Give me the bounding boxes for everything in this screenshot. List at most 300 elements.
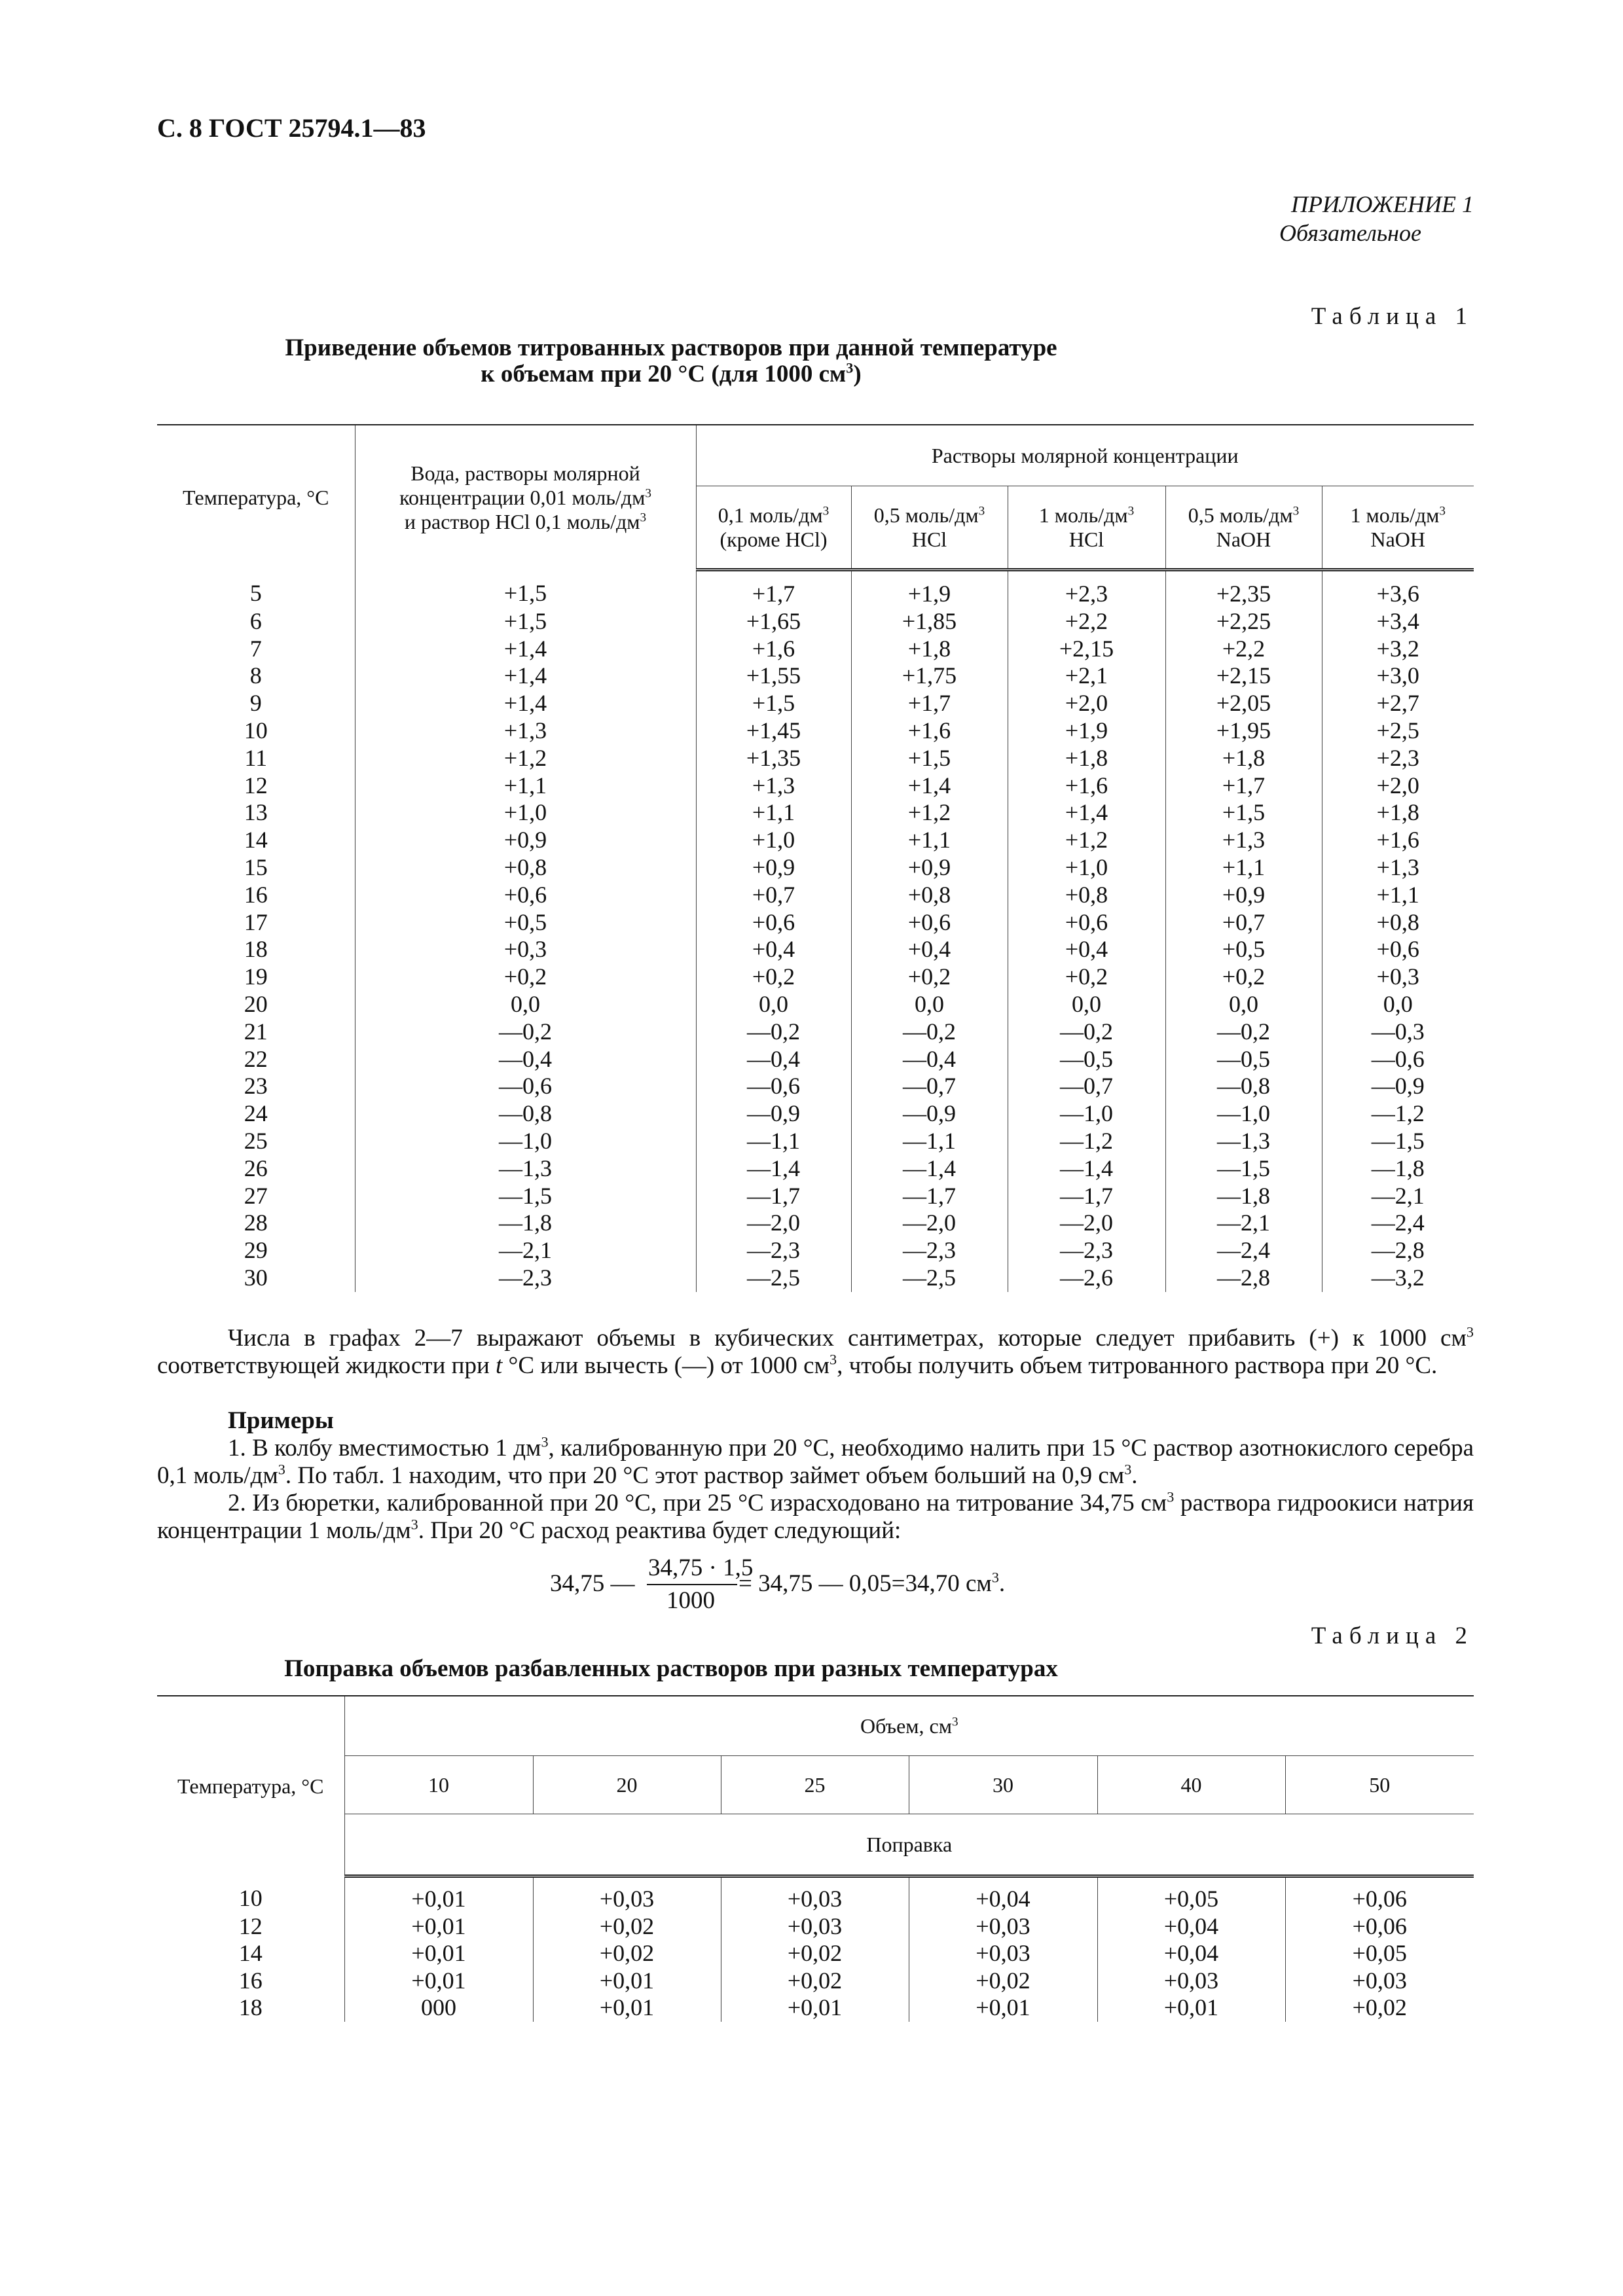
cell-value: +1,3 <box>1322 854 1474 882</box>
cell-value: +1,65 <box>696 608 851 636</box>
superscript: 3 <box>640 511 647 525</box>
cell-value: +0,03 <box>909 1940 1097 1967</box>
col-header-volume-5: 40 <box>1097 1756 1285 1814</box>
cell-value: +2,15 <box>1165 662 1322 690</box>
note-paragraph <box>157 1325 1474 1380</box>
cell-value: +2,3 <box>1008 570 1165 608</box>
table-row <box>157 963 1474 991</box>
table1-title-line1: Приведение объемов титрованных растворов при данной температуре <box>285 334 1057 361</box>
superscript: 3 <box>1292 503 1300 518</box>
cell-value: —0,7 <box>1008 1073 1165 1100</box>
cell-value: +1,1 <box>1322 882 1474 909</box>
cell-value: +3,2 <box>1322 636 1474 663</box>
superscript: 3 <box>822 503 830 518</box>
cell-temperature: 28 <box>244 1210 268 1236</box>
cell-value: —0,4 <box>355 1046 696 1073</box>
cell-temperature: 16 <box>238 1967 263 1994</box>
text: 2. Из бюретки, калиброванной при 20 °С, при 25 °С израсходовано на титрование 34,75 см <box>228 1490 1167 1516</box>
page-header: С. 8 ГОСТ 25794.1—83 <box>157 113 426 143</box>
cell-value: +1,45 <box>696 717 851 745</box>
cell-value: —1,1 <box>696 1128 851 1155</box>
cell-value: +1,4 <box>355 690 696 717</box>
cell-value: +1,8 <box>851 636 1008 663</box>
superscript: 3 <box>1124 1461 1132 1478</box>
appendix-title: ПРИЛОЖЕНИЕ 1 <box>1291 191 1474 217</box>
text: соответствующей жидкости при <box>157 1352 496 1379</box>
text: . По табл. 1 находим, что при 20 °С этот раствор займет объем больший на 0,9 см <box>285 1462 1125 1489</box>
table2-label: Таблица 2 <box>1311 1623 1474 1649</box>
cell-temperature: 16 <box>244 881 268 908</box>
cell-temperature: 9 <box>249 690 262 717</box>
cell-value: —0,6 <box>696 1073 851 1100</box>
cell-temperature: 12 <box>244 772 268 798</box>
cell-value: +1,5 <box>355 570 696 608</box>
cell-value: +0,4 <box>851 936 1008 963</box>
cell-temperature: 30 <box>244 1264 268 1291</box>
table1-title-text: ) <box>853 361 862 387</box>
cell-value: +0,01 <box>344 1913 533 1941</box>
cell-value: +0,02 <box>533 1940 721 1967</box>
table-row <box>157 1265 1474 1292</box>
cell-value: 0,0 <box>355 991 696 1018</box>
cell-value: +1,5 <box>696 690 851 717</box>
cell-value: —1,3 <box>355 1155 696 1183</box>
cell-value: +1,7 <box>1165 772 1322 800</box>
cell-value: +1,6 <box>1008 772 1165 800</box>
cell-value: —1,8 <box>355 1210 696 1237</box>
cell-value: +3,0 <box>1322 662 1474 690</box>
cell-value: +0,2 <box>851 963 1008 991</box>
example-1 <box>157 1435 1474 1490</box>
cell-value: +2,7 <box>1322 690 1474 717</box>
cell-temperature: 21 <box>244 1018 268 1045</box>
cell-value: +0,01 <box>533 1994 721 2022</box>
cell-value: +1,4 <box>355 636 696 663</box>
cell-value: —0,2 <box>696 1018 851 1046</box>
cell-value: +0,03 <box>721 1876 909 1913</box>
col-header-volume-2: 20 <box>533 1756 721 1814</box>
cell-value: +0,03 <box>1097 1967 1285 1995</box>
cell-value: —2,5 <box>696 1265 851 1292</box>
cell-value: 0,0 <box>851 991 1008 1018</box>
cell-value: +1,95 <box>1165 717 1322 745</box>
cell-value: +0,06 <box>1285 1913 1474 1941</box>
cell-value: —0,4 <box>696 1046 851 1073</box>
cell-value: +0,3 <box>355 936 696 963</box>
cell-value: —0,6 <box>355 1073 696 1100</box>
cell-value: +2,05 <box>1165 690 1322 717</box>
cell-value: +1,3 <box>696 772 851 800</box>
cell-value: +0,5 <box>1165 936 1322 963</box>
cell-value: +0,8 <box>355 854 696 882</box>
cell-temperature: 29 <box>244 1237 268 1264</box>
col-group-volume <box>344 1696 1474 1756</box>
superscript: 3 <box>1439 503 1446 518</box>
cell-value: +1,2 <box>355 745 696 772</box>
cell-value: —1,8 <box>1322 1155 1474 1183</box>
superscript: 3 <box>978 503 985 518</box>
cell-value: 0,0 <box>1165 991 1322 1018</box>
cell-value: +0,9 <box>851 854 1008 882</box>
header-text: 1 моль/дм <box>1038 503 1128 527</box>
cell-temperature: 23 <box>244 1073 268 1100</box>
table-row <box>157 1876 1474 1913</box>
header-text: 0,5 моль/дм <box>1188 503 1293 527</box>
cell-value: +1,8 <box>1165 745 1322 772</box>
text: 1. В колбу вместимостью 1 дм <box>228 1435 541 1462</box>
text: = 34,75 — 0,05=34,70 см <box>739 1570 992 1597</box>
cell-value: +0,02 <box>721 1940 909 1967</box>
text: . При 20 °С расход реактива будет следующий: <box>418 1517 902 1544</box>
cell-value: —1,0 <box>355 1128 696 1155</box>
cell-value: +0,2 <box>355 963 696 991</box>
table-row <box>157 717 1474 745</box>
text: . <box>1131 1462 1138 1489</box>
cell-value: +1,3 <box>355 717 696 745</box>
superscript: 3 <box>1167 1488 1175 1505</box>
cell-value: +2,5 <box>1322 717 1474 745</box>
cell-value: +1,4 <box>1008 799 1165 827</box>
cell-temperature: 14 <box>244 827 268 853</box>
cell-value: —0,9 <box>1322 1073 1474 1100</box>
cell-value: +1,0 <box>1008 854 1165 882</box>
table-row <box>157 1994 1474 2022</box>
formula-denominator: 1000 <box>666 1587 715 1614</box>
cell-value: +0,3 <box>1322 963 1474 991</box>
formula-lhs: 34,75 — <box>550 1570 635 1597</box>
fraction-bar <box>647 1584 737 1585</box>
cell-temperature: 18 <box>244 936 268 963</box>
cell-temperature: 26 <box>244 1155 268 1181</box>
cell-value: +1,4 <box>851 772 1008 800</box>
table1-title <box>157 335 1185 387</box>
cell-value: —2,3 <box>355 1265 696 1292</box>
cell-value: —1,5 <box>355 1183 696 1210</box>
header-line <box>356 510 696 534</box>
table-row <box>157 662 1474 690</box>
superscript: 3 <box>830 1351 837 1368</box>
cell-value: +1,75 <box>851 662 1008 690</box>
cell-value: +0,6 <box>851 909 1008 937</box>
cell-value: —0,2 <box>1165 1018 1322 1046</box>
cell-temperature: 5 <box>249 579 262 606</box>
table-row <box>157 1940 1474 1967</box>
header-line: NaOH <box>1370 527 1426 551</box>
header-line: HCl <box>1068 527 1104 551</box>
cell-value: —2,5 <box>851 1265 1008 1292</box>
table-row <box>157 1967 1474 1995</box>
cell-value: —1,4 <box>696 1155 851 1183</box>
table-row <box>157 991 1474 1018</box>
cell-temperature: 22 <box>244 1045 268 1072</box>
cell-value: +1,7 <box>851 690 1008 717</box>
header-line <box>356 486 696 510</box>
table-row <box>157 1128 1474 1155</box>
cell-value: +1,5 <box>851 745 1008 772</box>
cell-value: —0,3 <box>1322 1018 1474 1046</box>
cell-temperature: 19 <box>244 963 268 990</box>
cell-value: +0,02 <box>909 1967 1097 1995</box>
header-text: 1 моль/дм <box>1350 503 1440 527</box>
header-text: и раствор HCl 0,1 моль/дм <box>404 509 640 533</box>
cell-temperature: 27 <box>244 1182 268 1209</box>
cell-value: —1,1 <box>851 1128 1008 1155</box>
cell-value: 0,0 <box>1008 991 1165 1018</box>
cell-value: +2,1 <box>1008 662 1165 690</box>
cell-value: —0,2 <box>1008 1018 1165 1046</box>
cell-value: +2,3 <box>1322 745 1474 772</box>
cell-value: +0,2 <box>1165 963 1322 991</box>
header-line <box>1322 503 1474 528</box>
cell-value: —0,6 <box>1322 1046 1474 1073</box>
cell-temperature: 25 <box>244 1127 268 1154</box>
cell-temperature: 11 <box>244 744 268 771</box>
header-line <box>697 503 851 528</box>
header-text: 0,1 моль/дм <box>718 503 823 527</box>
text: , чтобы получить объем титрованного раствора при 20 °С. <box>837 1352 1438 1379</box>
table-row <box>157 1018 1474 1046</box>
cell-value: +0,6 <box>1322 936 1474 963</box>
cell-value: —1,5 <box>1165 1155 1322 1183</box>
variable: t <box>496 1352 503 1379</box>
cell-temperature: 10 <box>238 1884 263 1911</box>
cell-temperature: 17 <box>244 908 268 935</box>
cell-value: —1,3 <box>1165 1128 1322 1155</box>
cell-value: +0,05 <box>1285 1940 1474 1967</box>
text: . <box>998 1570 1006 1597</box>
cell-value: —1,8 <box>1165 1183 1322 1210</box>
cell-value: —2,6 <box>1008 1265 1165 1292</box>
table-row <box>157 636 1474 663</box>
cell-temperature: 15 <box>244 853 268 880</box>
cell-value: —0,8 <box>355 1100 696 1128</box>
cell-value: +0,8 <box>1322 909 1474 937</box>
cell-value: +0,02 <box>533 1913 721 1941</box>
col-header-sub-5 <box>1322 486 1474 570</box>
table-row <box>157 772 1474 800</box>
cell-value: +2,35 <box>1165 570 1322 608</box>
table1 <box>157 424 1474 1292</box>
col-header-sub-1 <box>696 486 851 570</box>
col-header-sub-4 <box>1165 486 1322 570</box>
cell-value: +1,2 <box>1008 827 1165 854</box>
cell-value: +0,04 <box>909 1876 1097 1913</box>
cell-temperature: 14 <box>238 1940 263 1967</box>
header-text: 0,5 моль/дм <box>873 503 979 527</box>
cell-value: —1,0 <box>1165 1100 1322 1128</box>
cell-value: —0,9 <box>851 1100 1008 1128</box>
cell-value: +1,1 <box>355 772 696 800</box>
cell-value: —2,0 <box>1008 1210 1165 1237</box>
cell-value: +2,15 <box>1008 636 1165 663</box>
table-row <box>157 827 1474 854</box>
cell-value: —2,8 <box>1322 1237 1474 1265</box>
text: Числа в графах 2—7 выражают объемы в кубических сантиметрах, которые следует прибавить (+) к 1000 см <box>228 1325 1467 1352</box>
cell-value: —0,5 <box>1165 1046 1322 1073</box>
table-row <box>157 1073 1474 1100</box>
col-group-header: Растворы молярной концентрации <box>696 425 1474 486</box>
cell-value: +0,05 <box>1097 1876 1285 1913</box>
cell-value: —2,8 <box>1165 1265 1322 1292</box>
cell-value: +0,01 <box>344 1967 533 1995</box>
cell-value: +0,06 <box>1285 1876 1474 1913</box>
table-row <box>157 909 1474 937</box>
cell-value: +0,03 <box>721 1913 909 1941</box>
cell-value: —1,4 <box>851 1155 1008 1183</box>
cell-value: +0,9 <box>1165 882 1322 909</box>
cell-value: 000 <box>344 1994 533 2022</box>
cell-temperature: 24 <box>244 1100 268 1127</box>
cell-value: —1,4 <box>1008 1155 1165 1183</box>
cell-value: +1,35 <box>696 745 851 772</box>
cell-value: 0,0 <box>696 991 851 1018</box>
table-row <box>157 936 1474 963</box>
cell-value: +0,03 <box>909 1913 1097 1941</box>
cell-value: +0,2 <box>696 963 851 991</box>
cell-value: +0,6 <box>696 909 851 937</box>
table1-label: Таблица 1 <box>1311 303 1474 330</box>
table2 <box>157 1695 1474 2022</box>
superscript: 3 <box>1127 503 1135 518</box>
cell-value: +0,9 <box>355 827 696 854</box>
col-header-volume-1: 10 <box>344 1756 533 1814</box>
cell-temperature: 8 <box>249 662 262 689</box>
cell-value: —0,8 <box>1165 1073 1322 1100</box>
table-row <box>157 690 1474 717</box>
cell-value: —0,2 <box>851 1018 1008 1046</box>
cell-value: —0,2 <box>355 1018 696 1046</box>
cell-value: +0,01 <box>344 1940 533 1967</box>
cell-value: +2,2 <box>1008 608 1165 636</box>
header-line <box>1166 503 1322 528</box>
cell-value: +0,01 <box>721 1994 909 2022</box>
cell-value: —3,2 <box>1322 1265 1474 1292</box>
cell-value: +0,03 <box>533 1876 721 1913</box>
cell-value: —2,3 <box>1008 1237 1165 1265</box>
table-row <box>157 882 1474 909</box>
cell-value: 0,0 <box>1322 991 1474 1018</box>
header-text: концентрации 0,01 моль/дм <box>399 485 646 509</box>
superscript: 3 <box>991 1569 999 1586</box>
superscript: 3 <box>1466 1323 1474 1340</box>
examples-heading: Примеры <box>228 1407 334 1434</box>
col-header-temperature: Температура, °С <box>157 1696 344 1876</box>
col-header-volume-3: 25 <box>721 1756 909 1814</box>
header-text: Объем, см <box>860 1713 952 1738</box>
cell-value: —1,7 <box>696 1183 851 1210</box>
cell-value: +1,1 <box>851 827 1008 854</box>
table-row <box>157 1155 1474 1183</box>
cell-value: +1,0 <box>355 799 696 827</box>
cell-value: +0,2 <box>1008 963 1165 991</box>
col-header-sub-2 <box>851 486 1008 570</box>
table-row <box>157 1237 1474 1265</box>
col-header-temperature: Температура, °С <box>157 425 355 570</box>
header-line: (кроме HCl) <box>720 527 828 551</box>
cell-value: +1,55 <box>696 662 851 690</box>
table-row <box>157 1913 1474 1941</box>
cell-value: +0,7 <box>696 882 851 909</box>
cell-value: +0,03 <box>1285 1967 1474 1995</box>
cell-value: +1,6 <box>696 636 851 663</box>
header-line <box>852 503 1008 528</box>
cell-value: +0,7 <box>1165 909 1322 937</box>
col-header-volume-4: 30 <box>909 1756 1097 1814</box>
cell-value: +0,01 <box>533 1967 721 1995</box>
cell-value: —1,0 <box>1008 1100 1165 1128</box>
text: °С или вычесть (—) от 1000 см <box>502 1352 830 1379</box>
appendix-block <box>1279 190 1474 247</box>
cell-value: +1,2 <box>851 799 1008 827</box>
header-line: HCl <box>911 527 947 551</box>
cell-value: —2,0 <box>696 1210 851 1237</box>
col-group-correction: Поправка <box>344 1814 1474 1876</box>
cell-value: —2,1 <box>355 1237 696 1265</box>
cell-value: +0,8 <box>1008 882 1165 909</box>
cell-temperature: 10 <box>244 717 268 744</box>
cell-value: +0,02 <box>721 1967 909 1995</box>
cell-value: +1,8 <box>1008 745 1165 772</box>
table-row <box>157 1046 1474 1073</box>
cell-value: +2,25 <box>1165 608 1322 636</box>
cell-value: +2,2 <box>1165 636 1322 663</box>
cell-temperature: 6 <box>249 607 262 634</box>
cell-value: +2,0 <box>1322 772 1474 800</box>
cell-value: +0,9 <box>696 854 851 882</box>
cell-value: +1,7 <box>696 570 851 608</box>
cell-value: —1,2 <box>1322 1100 1474 1128</box>
table-row <box>157 1210 1474 1237</box>
table-row <box>157 1183 1474 1210</box>
cell-temperature: 7 <box>249 635 262 662</box>
cell-value: +0,5 <box>355 909 696 937</box>
appendix-status: Обязательное <box>1279 220 1421 246</box>
table2-title: Поправка объемов разбавленных растворов при разных температурах <box>284 1655 1058 1682</box>
cell-value: +1,9 <box>851 570 1008 608</box>
table-row <box>157 854 1474 882</box>
cell-temperature: 20 <box>244 990 268 1017</box>
cell-temperature: 13 <box>244 799 268 826</box>
cell-value: +1,8 <box>1322 799 1474 827</box>
cell-temperature: 18 <box>238 1994 263 2021</box>
cell-value: —2,0 <box>851 1210 1008 1237</box>
cell-value: +1,1 <box>1165 854 1322 882</box>
cell-value: —2,4 <box>1165 1237 1322 1265</box>
text: , калиброванную при 20 °С, необходимо налить при 15 °С раствор азотнокислого серебра 0,1 моль/дм <box>157 1435 1474 1489</box>
cell-value: —2,4 <box>1322 1210 1474 1237</box>
header-line: NaOH <box>1216 527 1271 551</box>
col-header-water <box>355 425 696 570</box>
cell-value: —1,2 <box>1008 1128 1165 1155</box>
cell-value: —0,5 <box>1008 1046 1165 1073</box>
cell-value: +0,04 <box>1097 1940 1285 1967</box>
cell-value: +1,4 <box>355 662 696 690</box>
cell-value: +2,0 <box>1008 690 1165 717</box>
cell-value: —0,9 <box>696 1100 851 1128</box>
formula-rhs <box>739 1570 1005 1598</box>
table-row <box>157 1100 1474 1128</box>
cell-value: +0,04 <box>1097 1913 1285 1941</box>
header-line <box>1008 503 1165 528</box>
cell-value: +1,5 <box>1165 799 1322 827</box>
cell-value: +0,01 <box>1097 1994 1285 2022</box>
superscript: 3 <box>952 1714 958 1729</box>
cell-value: +1,6 <box>1322 827 1474 854</box>
cell-value: +1,3 <box>1165 827 1322 854</box>
example-2 <box>157 1490 1474 1545</box>
col-header-sub-3 <box>1008 486 1165 570</box>
cell-value: —2,3 <box>851 1237 1008 1265</box>
